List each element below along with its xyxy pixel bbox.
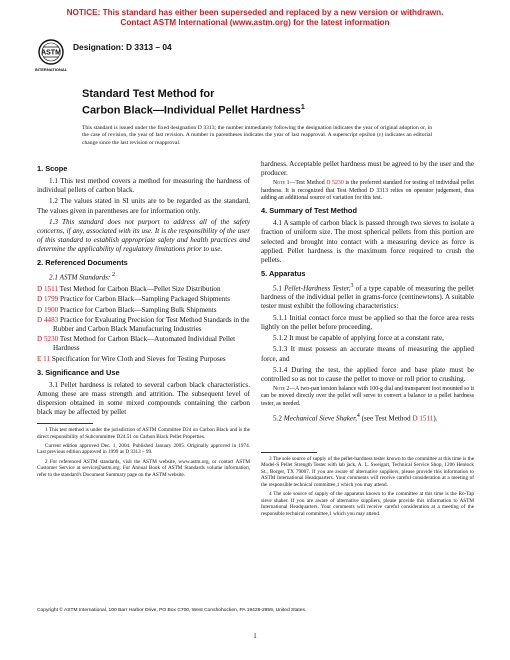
document-title <box>82 88 442 118</box>
paragraph-1-2: 1.2 The values stated in SI units are to be regarded as the standard. The values given in parentheses are for information only. <box>37 197 250 215</box>
reference-title: Test Method for Carbon Black—Pellet Size Distribution <box>57 284 221 293</box>
reference-item <box>37 316 250 334</box>
title-line-2: Carbon Black—Individual Pellet Hardness <box>82 104 301 117</box>
p5-1-text: of a type capable of measuring the pellet hardness of the individual pellet in grams-force (centinewtons). A suitable tester must exhibit the following characteristics: <box>261 284 474 311</box>
copyright-line: Copyright © ASTM International, 100 Barr Harbor Drive, PO Box C700, West Conshohocken, PA 19428-2959, United States. <box>37 608 307 613</box>
paragraph-1-3: 1.3 This standard does not purport to address all of the safety concerns, if any, associated with its use. It is the responsibility of the user of this standard to establish appropriate safety and health practices and determine the applicability of regulatory limitations prior to use. <box>37 217 250 254</box>
ref-intro <box>37 271 250 282</box>
p5-1-footnote-mark: 3 <box>350 282 354 289</box>
ref-intro-text: 2.1 ASTM Standards: <box>49 273 111 282</box>
reference-item <box>37 355 250 364</box>
p5-1-term: Pellet-Hardness Tester, <box>284 284 351 293</box>
reference-title: Practice for Carbon Black—Sampling Bulk Shipments <box>58 305 217 314</box>
ref-intro-footnote-mark: 2 <box>112 272 116 279</box>
designation: Designation: D 3313 – 04 <box>73 42 172 52</box>
section-significance-heading: 3. Significance and Use <box>37 367 120 377</box>
reference-link[interactable]: E 11 <box>37 354 51 363</box>
reference-item <box>37 295 250 304</box>
p5-2-close: ). <box>433 414 438 423</box>
left-column <box>37 160 250 481</box>
reference-link[interactable]: D 5230 <box>37 335 59 344</box>
logo-subtext: INTERNATIONAL <box>34 67 68 72</box>
paragraph-5-1-1: 5.1.1 Initial contact force must be applied so that the force area rests lightly on the pellet before proceeding, <box>261 313 474 331</box>
p5-2-num: 5.2 <box>273 414 284 423</box>
reference-title: Test Method for Carbon Black—Automated Individual Pellet Hardness <box>53 335 236 353</box>
paragraph-5-1 <box>261 282 474 312</box>
note-1-label: Note 1— <box>273 180 296 187</box>
reference-link[interactable]: D 1799 <box>37 295 59 304</box>
p5-2-footnote-mark: 4 <box>356 413 360 420</box>
withdrawal-notice <box>0 8 510 28</box>
note-1-text-b: is the preferred standard for testing of individual pellet hardness. It is recognized that Test Method D 3313 relies on operator judgement, thus adding an additional source of variation for this test. <box>261 180 474 201</box>
reference-item <box>37 306 250 315</box>
note-2 <box>261 386 474 408</box>
paragraph-3-1-continued: hardness. Acceptable pellet hardness must be agreed to by the user and the producer. <box>261 160 474 178</box>
section-referenced-documents-heading: 2. Referenced Documents <box>37 258 128 268</box>
reference-item <box>37 335 250 353</box>
notice-line-1: NOTICE: This standard has either been superseded and replaced by a new version or withdrawn. <box>66 8 444 17</box>
logo-text: ASTM <box>41 49 61 57</box>
paragraph-3-1: 3.1 Pellet hardness is related to several carbon black characteristics. Among these are mass strength and attrition. The subsequent level of dispersion obtained in some mixed compounds containing the carbon black may be affected by pellet <box>37 380 250 417</box>
footnote-4: 4 The sole source of supply of the apparatus known to the committee at this time is the Ro-Tap sieve shaker. If you are aware of alternative suppliers, please provide this information to ASTM International Headquarters. Your comments will receive careful consideration at a meeting of the responsible technical committee,1 which you may attend. <box>261 491 474 517</box>
note-2-text: A two-pan torsion balance with 100-g dial and transparent foot mounted so it can be moved directly over the pellet will serve to convert a balance to a pellet hardness tester, as needed. <box>261 386 474 407</box>
title-line-1: Standard Test Method for <box>82 88 215 100</box>
p5-2-term: Mechanical Sieve Shaker, <box>283 414 357 423</box>
p5-2-text: (see Test Method <box>359 414 413 423</box>
footnote-divider <box>37 423 93 424</box>
note-1 <box>261 180 474 202</box>
reference-title: Specification for Wire Cloth and Sieves for Testing Purposes <box>50 354 226 363</box>
footnote-1-edition: Current edition approved Dec. 1, 2004. Published January 2005. Originally approved in 1974. Last previous edition approved in 1999 as D 3313 – 99. <box>37 442 250 456</box>
notice-line-2: Contact ASTM International (www.astm.org) for the latest information <box>120 18 390 27</box>
note-2-label: Note 2— <box>273 386 296 393</box>
astm-logo-icon <box>34 37 68 77</box>
footnote-1: 1 This test method is under the jurisdiction of ASTM Committee D24 on Carbon Black and is the direct responsibility of Subcommittee D24.51 on Carbon Black Pellet Properties. <box>37 427 250 440</box>
title-footnote-mark: 1 <box>300 104 305 111</box>
paragraph-5-2 <box>261 412 474 423</box>
right-column <box>261 160 474 520</box>
issuance-note: This standard is issued under the fixed designation D 3313; the number immediately following the designation indicates the year of original adoption or, in the case of revision, the year of last revision. A number in parentheses indicates the year of last reapproval. A superscript epsilon (ε) indicates an editorial change since the last revision or reapproval. <box>82 125 432 146</box>
footnote-2: 2 For referenced ASTM standards, visit the ASTM website, www.astm.org, or contact ASTM Customer Service at service@astm.org. For Annual Book of ASTM Standards volume information, refer to the standard's Document Summary page on the ASTM website. <box>37 458 250 478</box>
paragraph-5-1-2: 5.1.2 It must be capable of applying force at a constant rate, <box>273 334 444 343</box>
section-summary-heading: 4. Summary of Test Method <box>261 206 357 216</box>
footnote-divider <box>261 452 317 453</box>
reference-list <box>37 285 250 364</box>
note-1-text-a: Test Method <box>295 180 327 187</box>
section-apparatus-heading: 5. Apparatus <box>261 268 306 278</box>
reference-title: Practice for Evaluating Precision for Test Method Standards in the Rubber and Carbon Black Manufacturing Industries <box>53 315 250 333</box>
footnote-3: 3 The sole source of supply of the pellet-hardness tester known to the committee at this time is the Model-S Pellet Strength Tester with lab jack, A. L. Sweigart, Technical Service Shop, 1206 Henlock St., Borger, TX 79007. If you are aware of alternative suppliers, please provide this information to ASTM International Headquarters. Your comments will receive careful consideration at a meeting of the responsible technical committee,1 which you may attend. <box>261 455 474 488</box>
p5-2-link[interactable]: D 1511 <box>412 414 434 423</box>
note-1-link[interactable]: D 5230 <box>326 180 344 187</box>
p5-1-num: 5.1 <box>273 284 285 293</box>
paragraph-5-1-4: 5.1.4 During the test, the applied force and base plate must be controlled so as not to cause the pellet to move or roll prior to crushing. <box>261 365 474 383</box>
reference-item <box>37 285 250 294</box>
page-number: 1 <box>253 632 257 640</box>
paragraph-5-1-3: 5.1.3 It must possess an accurate means of measuring the applied force, and <box>261 345 474 363</box>
reference-link[interactable]: D 4483 <box>37 315 59 324</box>
reference-title: Practice for Carbon Black—Sampling Packaged Shipments <box>58 295 230 304</box>
reference-link[interactable]: D 1900 <box>37 305 59 314</box>
paragraph-1-1: 1.1 This test method covers a method for measuring the hardness of individual pellets of carbon black. <box>37 177 250 195</box>
reference-link[interactable]: D 1511 <box>37 284 58 293</box>
paragraph-4-1: 4.1 A sample of carbon black is passed through two sieves to isolate a fraction of uniform size. The most spherical pellets from this portion are selected and brought into contact with a measuring device as force is applied. Pellet hardness is the maximum force required to crush the pellets. <box>261 219 474 264</box>
section-scope-heading: 1. Scope <box>37 164 68 173</box>
